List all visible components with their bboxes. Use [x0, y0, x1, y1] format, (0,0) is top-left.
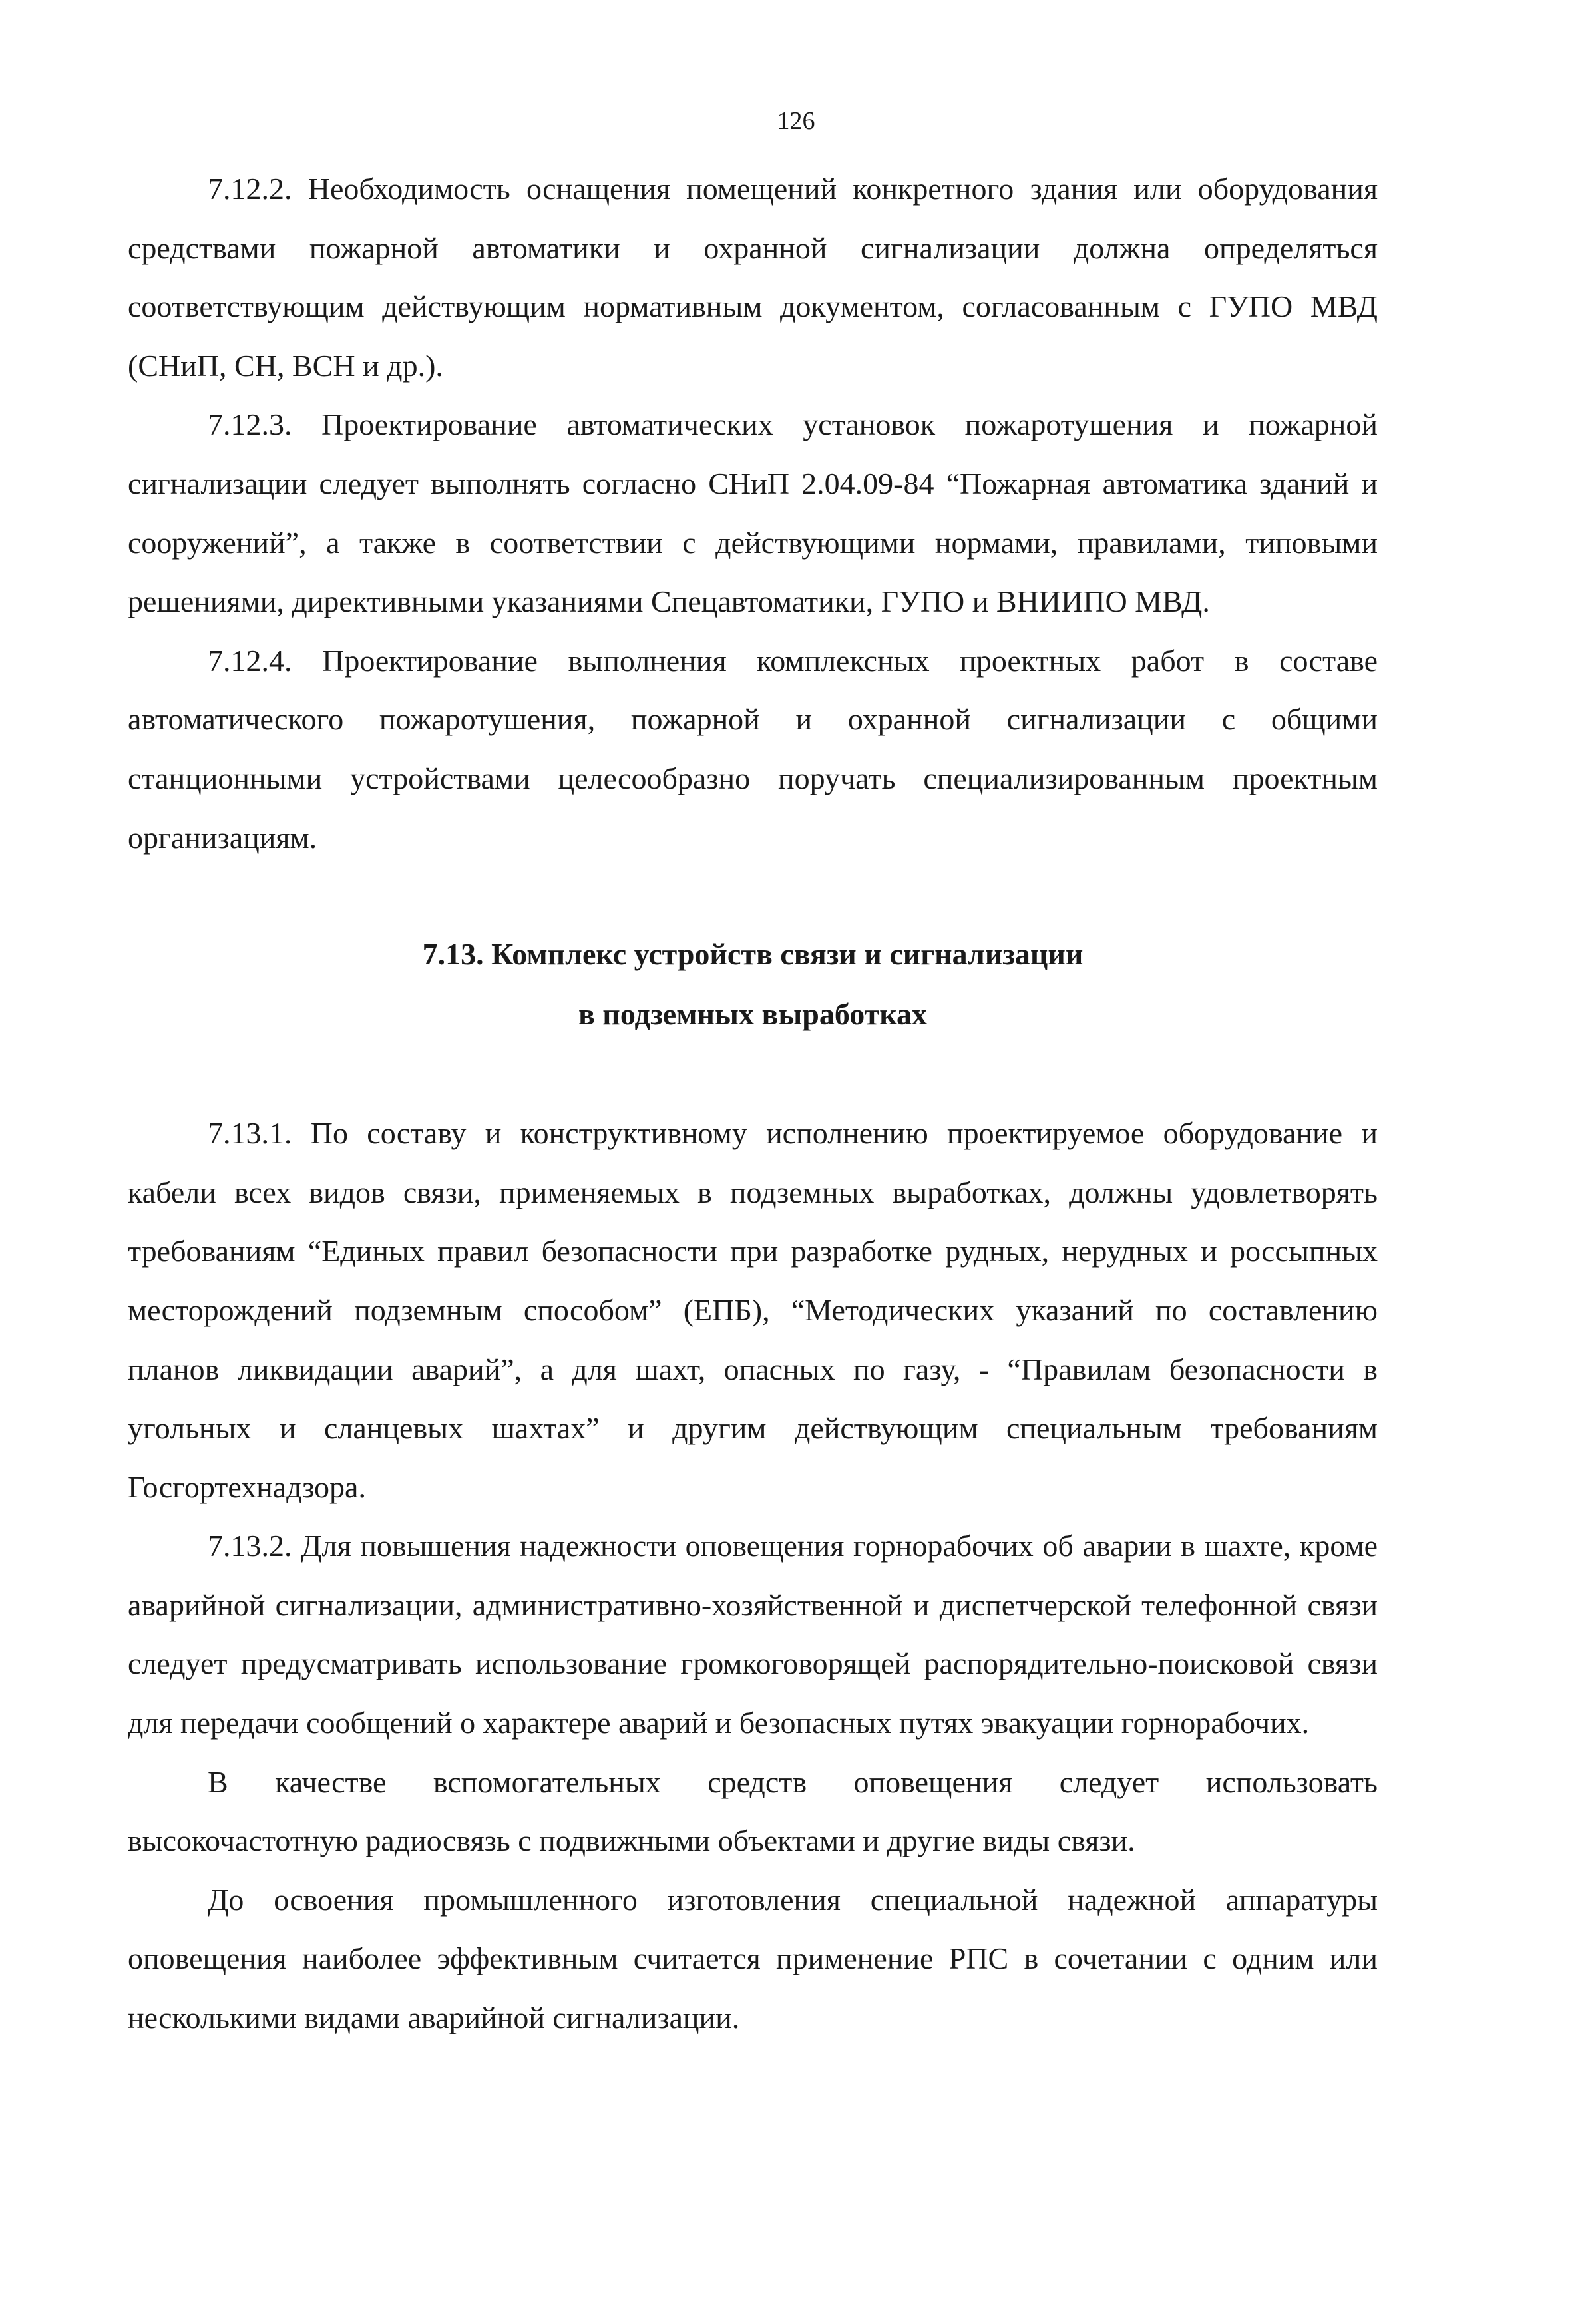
spacer: [128, 1044, 1378, 1104]
document-body: [128, 160, 1378, 2048]
page-number: 126: [777, 107, 815, 135]
paragraph-7-13-2: 7.13.2. Для повышения надежности оповещения горнорабочих об аварии в шахте, кроме аварийной сигнализации, административно-хозяйственной и диспетчерской телефонной связи следует предусматривать использование громкоговорящей распорядительно-поисковой связи для передачи сообщений о характере аварий и безопасных путях эвакуации горнорабочих.: [128, 1529, 1378, 1740]
paragraph-rps-usage: До освоения промышленного изготовления специальной надежной аппаратуры оповещения наиболее эффективным считается применение РПС в сочетании с одним или несколькими видами аварийной сигнализации.: [128, 1882, 1378, 2035]
paragraph-7-12-4: 7.12.4. Проектирование выполнения комплексных проектных работ в составе автоматического пожаротушения, пожарной и охранной сигнализации с общими станционными устройствами целесообразно поручать специализированным проектным организациям.: [128, 643, 1378, 855]
paragraph-7-13-1: 7.13.1. По составу и конструктивному исполнению проектируемое оборудование и кабели всех видов связи, применяемых в подземных выработках, должны удовлетворять требованиям “Единых правил безопасности при разработке рудных, нерудных и россыпных месторождений подземным способом” (ЕПБ), “Методических указаний по составлению планов ликвидации аварий”, а для шахт, опасных по газу, - “Правилам безопасности в угольных и сланцевых шахтах” и другим действующим специальным требованиям Госгортехнадзора.: [128, 1116, 1378, 1504]
paragraph-7-12-2: 7.12.2. Необходимость оснащения помещений конкретного здания или оборудования средствами пожарной автоматики и охранной сигнализации должна определяться соответствующим действующим нормативным документом, согласованным с ГУПО МВД (СНиП, СН, ВСН и др.).: [128, 172, 1378, 383]
section-heading-line-1: 7.13. Комплекс устройств связи и сигнализации: [422, 937, 1084, 972]
paragraph-7-12-3: 7.12.3. Проектирование автоматических установок пожаротушения и пожарной сигнализации следует выполнять согласно СНиП 2.04.09-84 “Пожарная автоматика зданий и сооружений”, а также в соответствии с действующими нормами, правилами, типовыми решениями, директивными указаниями Спецавтоматики, ГУПО и ВНИИПО МВД.: [128, 407, 1378, 619]
spacer: [128, 867, 1378, 924]
section-heading-line-2: в подземных выработках: [578, 997, 928, 1032]
paragraph-auxiliary-means: В качестве вспомогательных средств оповещения следует использовать высокочастотную радиосвязь с подвижными объектами и другие виды связи.: [128, 1764, 1378, 1858]
